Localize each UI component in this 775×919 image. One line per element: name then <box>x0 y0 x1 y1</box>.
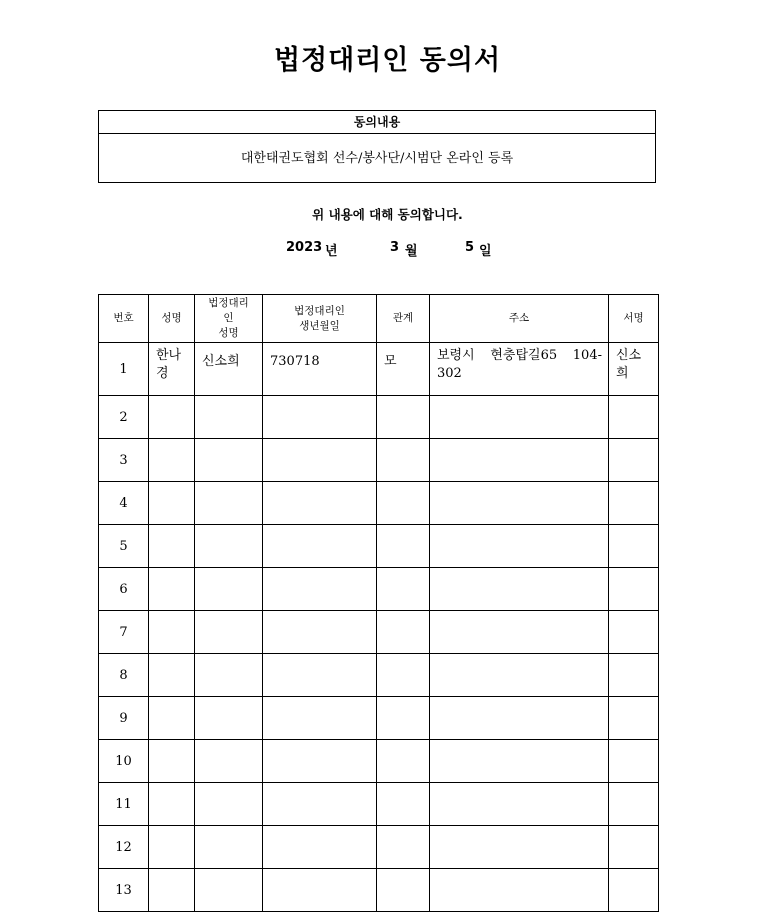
row-number: 5 <box>99 525 149 568</box>
address-city: 보령시 <box>437 348 475 363</box>
table-row <box>99 568 659 611</box>
empty-cell <box>377 611 430 654</box>
empty-cell <box>609 869 659 912</box>
date-year-unit: 년 <box>325 244 338 259</box>
empty-cell <box>149 568 195 611</box>
table-row <box>99 826 659 869</box>
empty-cell <box>263 396 377 439</box>
empty-cell <box>609 697 659 740</box>
empty-cell <box>377 697 430 740</box>
empty-cell <box>430 611 609 654</box>
date-day: 5 <box>465 240 475 255</box>
empty-cell <box>609 525 659 568</box>
empty-cell <box>430 869 609 912</box>
table-row <box>99 439 659 482</box>
date-month: 3 <box>390 240 400 255</box>
empty-cell <box>377 869 430 912</box>
address-line1 <box>437 347 602 365</box>
table-row <box>99 654 659 697</box>
empty-cell <box>195 697 263 740</box>
row-number: 7 <box>99 611 149 654</box>
empty-cell <box>377 568 430 611</box>
empty-cell <box>149 611 195 654</box>
page-title: 법정대리인 동의서 <box>273 45 502 76</box>
row-number: 12 <box>99 826 149 869</box>
empty-cell <box>263 654 377 697</box>
empty-cell <box>430 568 609 611</box>
header-no: 번호 <box>99 295 149 343</box>
table-row <box>99 869 659 912</box>
empty-cell <box>263 525 377 568</box>
table-row <box>99 343 659 396</box>
table-row <box>99 783 659 826</box>
empty-cell <box>430 826 609 869</box>
empty-cell <box>609 396 659 439</box>
empty-cell <box>609 568 659 611</box>
empty-cell <box>609 740 659 783</box>
empty-cell <box>195 525 263 568</box>
empty-cell <box>263 869 377 912</box>
date-month-unit: 월 <box>405 244 418 259</box>
empty-cell <box>149 826 195 869</box>
agree-statement: 위 내용에 대해 동의합니다. <box>312 207 463 222</box>
empty-cell <box>430 482 609 525</box>
empty-cell <box>195 869 263 912</box>
header-guardian-name-line2: 인 <box>223 312 234 324</box>
table-row <box>99 482 659 525</box>
header-address: 주소 <box>430 295 609 343</box>
table-row <box>99 525 659 568</box>
empty-cell <box>263 826 377 869</box>
empty-cell <box>195 439 263 482</box>
empty-cell <box>430 697 609 740</box>
empty-cell <box>149 783 195 826</box>
empty-cell <box>377 525 430 568</box>
empty-cell <box>377 654 430 697</box>
header-signature: 서명 <box>609 295 659 343</box>
empty-cell <box>263 697 377 740</box>
date-day-unit: 일 <box>479 244 492 259</box>
table-row <box>99 396 659 439</box>
consent-box <box>98 110 656 183</box>
empty-cell <box>195 654 263 697</box>
empty-cell <box>609 482 659 525</box>
empty-cell <box>195 396 263 439</box>
empty-cell <box>149 740 195 783</box>
empty-cell <box>263 439 377 482</box>
table-header-row <box>99 295 659 343</box>
empty-cell <box>149 525 195 568</box>
empty-cell <box>149 697 195 740</box>
empty-cell <box>195 826 263 869</box>
empty-cell <box>263 783 377 826</box>
address <box>430 343 609 396</box>
empty-cell <box>609 654 659 697</box>
empty-cell <box>377 740 430 783</box>
empty-cell <box>377 439 430 482</box>
guardian-birthdate: 730718 <box>263 343 377 396</box>
empty-cell <box>149 396 195 439</box>
header-guardian-name <box>195 295 263 343</box>
row-number: 13 <box>99 869 149 912</box>
empty-cell <box>609 826 659 869</box>
empty-cell <box>609 783 659 826</box>
relation: 모 <box>377 343 430 396</box>
empty-cell <box>149 869 195 912</box>
student-name: 한나경 <box>149 343 195 396</box>
empty-cell <box>149 482 195 525</box>
empty-cell <box>263 482 377 525</box>
address-street: 현충탑길65 <box>490 348 558 363</box>
table-row <box>99 697 659 740</box>
row-number: 3 <box>99 439 149 482</box>
header-guardian-birth <box>263 295 377 343</box>
row-number: 6 <box>99 568 149 611</box>
empty-cell <box>149 439 195 482</box>
row-number: 2 <box>99 396 149 439</box>
empty-cell <box>430 396 609 439</box>
empty-cell <box>195 740 263 783</box>
empty-cell <box>609 611 659 654</box>
consent-body: 대한태권도협회 선수/봉사단/시범단 온라인 등록 <box>240 151 514 166</box>
empty-cell <box>430 783 609 826</box>
row-number: 11 <box>99 783 149 826</box>
empty-cell <box>263 568 377 611</box>
header-name: 성명 <box>149 295 195 343</box>
date-year: 2023 <box>286 240 323 255</box>
empty-cell <box>195 482 263 525</box>
empty-cell <box>263 740 377 783</box>
empty-cell <box>377 783 430 826</box>
row-number: 4 <box>99 482 149 525</box>
table-row <box>99 740 659 783</box>
row-number: 8 <box>99 654 149 697</box>
empty-cell <box>195 783 263 826</box>
row-number: 9 <box>99 697 149 740</box>
empty-cell <box>430 525 609 568</box>
empty-cell <box>430 740 609 783</box>
empty-cell <box>377 826 430 869</box>
header-guardian-birth-line2: 생년월일 <box>299 319 340 332</box>
row-number: 1 <box>99 343 149 396</box>
empty-cell <box>263 611 377 654</box>
guardian-name: 신소희 <box>195 343 263 396</box>
header-guardian-name-line1: 법정대리 <box>208 297 249 309</box>
empty-cell <box>430 439 609 482</box>
header-guardian-birth-line1: 법정대리인 <box>294 304 345 317</box>
empty-cell <box>377 396 430 439</box>
address-unit: 104- <box>572 348 602 363</box>
empty-cell <box>377 482 430 525</box>
guardian-table <box>98 294 659 912</box>
empty-cell <box>149 654 195 697</box>
signature: 신소희 <box>609 343 659 396</box>
empty-cell <box>609 439 659 482</box>
consent-header: 동의내용 <box>99 111 655 134</box>
header-guardian-name-line3: 성명 <box>218 327 239 339</box>
empty-cell <box>195 611 263 654</box>
table-row <box>99 611 659 654</box>
row-number: 10 <box>99 740 149 783</box>
address-line2: 302 <box>437 366 462 381</box>
empty-cell <box>195 568 263 611</box>
header-relation: 관계 <box>377 295 430 343</box>
empty-cell <box>430 654 609 697</box>
